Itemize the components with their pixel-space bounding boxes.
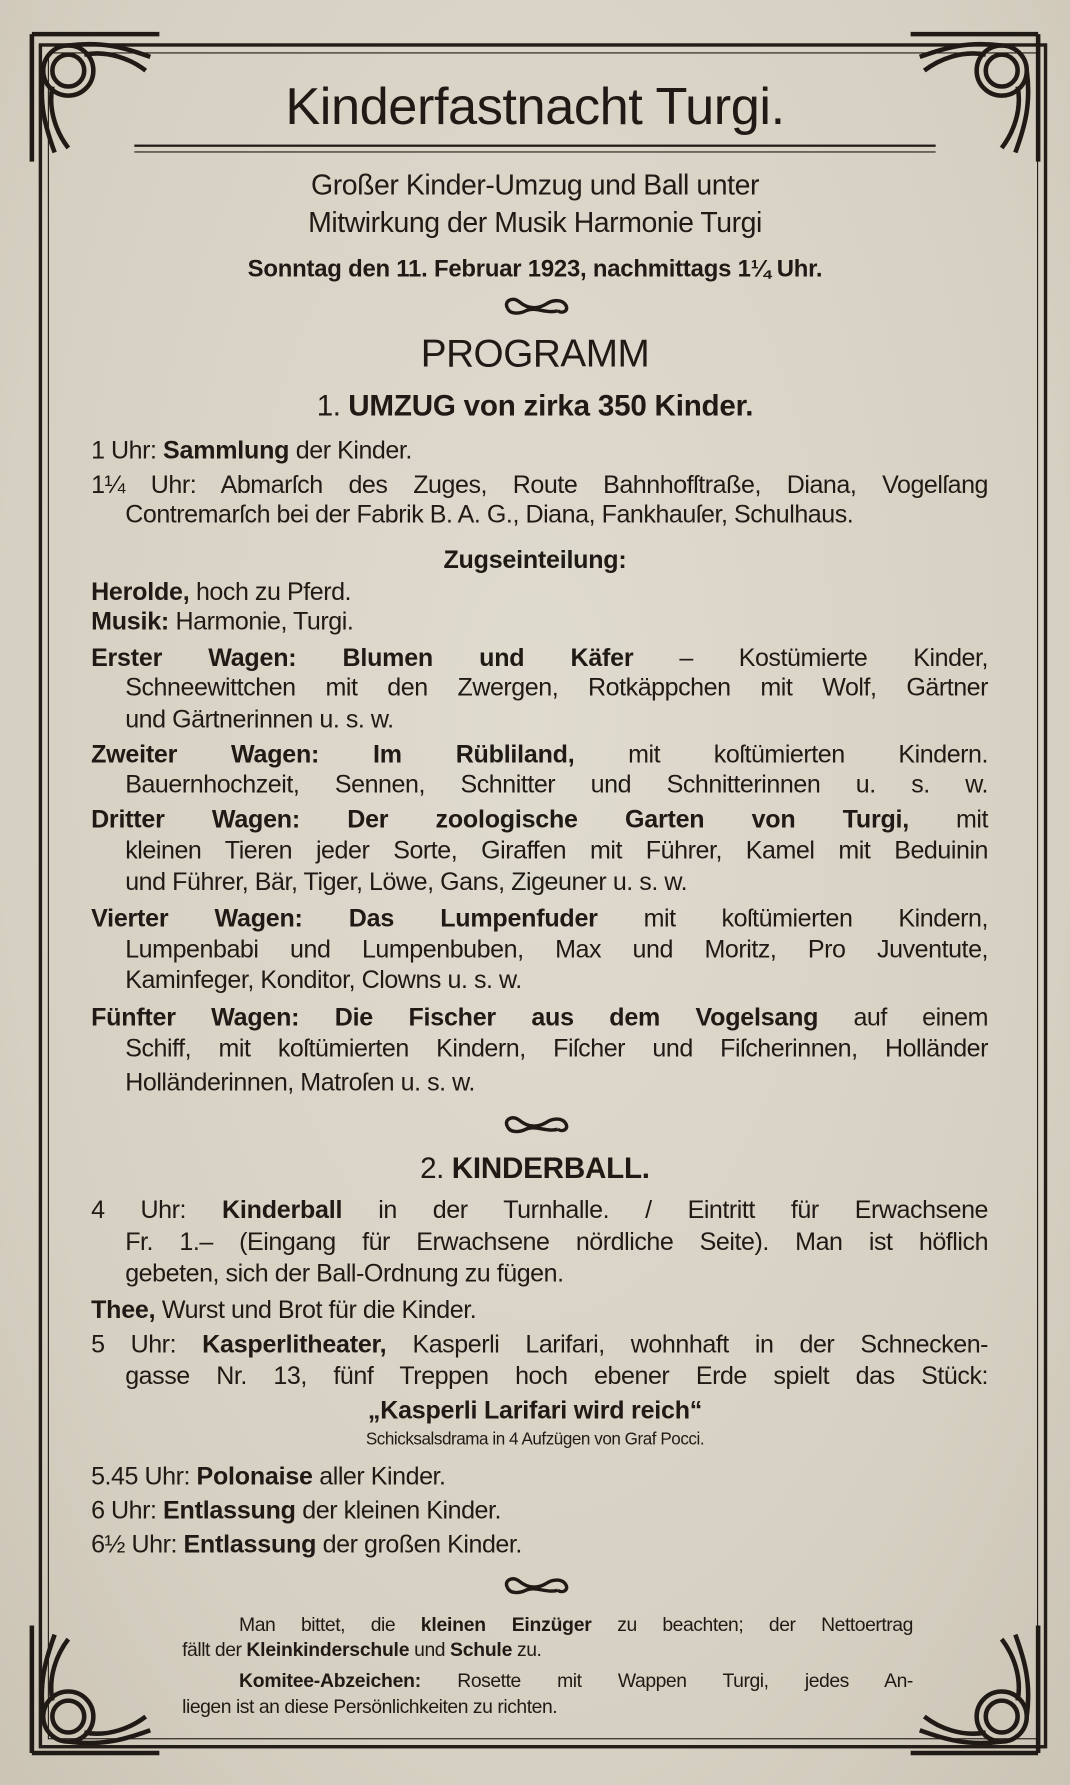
- bold-text: „Kasperli Larifari wird reich“: [367, 1395, 703, 1424]
- bold-text: Kasperlitheater,: [202, 1329, 387, 1358]
- procession-line: [125, 769, 989, 798]
- footer-note: [182, 1640, 913, 1659]
- text: 1 Uhr:: [91, 435, 164, 465]
- bold-text: UMZUG von zirka 350 Kinder.: [348, 387, 754, 422]
- text: kleinen Tieren jeder Sorte, Giraffen mit Führer, Kamel mit Beduinin: [125, 835, 989, 864]
- bold-text: Schule: [450, 1638, 513, 1661]
- text: 6½ Uhr:: [91, 1529, 184, 1559]
- text: und: [409, 1638, 451, 1661]
- procession-line: [125, 704, 988, 733]
- text: Kaminfeger, Konditor, Clowns u. s. w.: [125, 965, 522, 994]
- text: zu beachten; der Nettoertrag: [591, 1613, 913, 1636]
- text: Holländerinnen, Matroſen u. s. w.: [125, 1067, 475, 1097]
- text: mit: [909, 804, 989, 834]
- ball-line: [91, 1329, 989, 1358]
- footer-note: [182, 1697, 913, 1716]
- text: Großer Kinder-Umzug und Ball unter: [311, 169, 759, 202]
- text: Schicksalsdrama in 4 Aufzügen von Graf Pocci.: [365, 1429, 705, 1449]
- procession-line: [91, 606, 988, 636]
- bold-text: Thee,: [91, 1295, 156, 1324]
- bold-text: Entlassung: [183, 1529, 317, 1559]
- text: 6 Uhr:: [91, 1495, 164, 1525]
- procession-line: [125, 672, 989, 702]
- bold-text: Kleinkinderschule: [246, 1638, 410, 1661]
- text: der Kinder.: [289, 435, 412, 465]
- text: Contremarſch bei der Fabrik B. A. G., Diana, Fankhauſer, Schulhaus.: [125, 499, 854, 529]
- text: mit koſtümierten Kindern.: [574, 739, 989, 769]
- footer-note: [239, 1615, 913, 1634]
- footer-note: [239, 1671, 913, 1690]
- text: Mitwirkung der Musik Harmonie Turgi: [308, 207, 762, 240]
- bold-text: Polonaise: [196, 1461, 313, 1490]
- text: gebeten, sich der Ball-Ordnung zu fügen.: [125, 1258, 564, 1288]
- text: mit koſtümierten Kindern,: [597, 903, 989, 933]
- bold-text: Zugseinteilung:: [443, 545, 627, 574]
- procession-line: [125, 1033, 989, 1062]
- text: Rosette mit Wappen Turgi, jedes An-: [420, 1669, 913, 1692]
- bold-text: kleinen Einzüger: [420, 1613, 592, 1636]
- schedule-line: [125, 499, 988, 529]
- text: fällt der: [182, 1638, 247, 1661]
- bold-text: Sammlung: [163, 435, 290, 465]
- title-rule-top: [134, 145, 935, 147]
- text: – Kostümierte Kinder,: [633, 643, 989, 672]
- text: Harmonie, Turgi.: [169, 606, 354, 636]
- procession-line: [125, 867, 988, 896]
- text: Man bittet, die: [239, 1613, 421, 1636]
- bold-text: Herolde,: [91, 576, 190, 606]
- text: auf einem: [818, 1002, 989, 1032]
- title-rule-bottom: [134, 151, 935, 152]
- bold-text: Kinderball: [222, 1195, 343, 1224]
- ornament-divider-icon: [501, 293, 572, 318]
- procession-line: [91, 576, 988, 606]
- text: gasse Nr. 13, fünf Treppen hoch ebener Erde spielt das Stück:: [125, 1361, 989, 1390]
- text: und Führer, Bär, Tiger, Löwe, Gans, Zigeuner u. s. w.: [125, 867, 688, 896]
- ball-line: [125, 1226, 989, 1256]
- ball-line: [125, 1361, 989, 1390]
- text: zu.: [512, 1638, 542, 1661]
- text: Schiff, mit koſtümierten Kindern, Fiſcher und Fiſcherinnen, Holländer: [125, 1033, 989, 1062]
- text: Fr. 1.– (Eingang für Erwachsene nördliche Seite). Man ist höflich: [125, 1226, 989, 1256]
- text: hoch zu Pferd.: [189, 576, 352, 606]
- ornament-divider-icon: [501, 1572, 572, 1597]
- schedule-line: [91, 435, 988, 465]
- bold-text: Fünfter Wagen: Die Fischer aus dem Vogelsang: [91, 1002, 819, 1032]
- text: aller Kinder.: [312, 1461, 446, 1490]
- subtitle-line: [68, 169, 1001, 202]
- subtitle-line: [68, 207, 1001, 240]
- text: Wurst und Brot für die Kinder.: [155, 1295, 477, 1324]
- play-subtitle: [68, 1431, 1001, 1448]
- bold-text: KINDERBALL.: [451, 1150, 650, 1185]
- procession-line: [125, 934, 989, 963]
- text: PROGRAMM: [420, 332, 650, 376]
- text: in der Turnhalle. / Eintritt für Erwachsene: [342, 1195, 989, 1224]
- ball-line: [91, 1529, 988, 1559]
- text: Kinderfastnacht Turgi.: [285, 75, 785, 136]
- procession-line: [91, 739, 989, 769]
- date-line: [68, 258, 1001, 282]
- section-heading-kinderball: [68, 1150, 1001, 1185]
- procession-line: [91, 645, 988, 670]
- text: Schneewittchen mit den Zwergen, Rotkäppchen mit Wolf, Gärtner: [125, 672, 989, 702]
- ball-line: [125, 1258, 988, 1288]
- bold-text: Musik:: [91, 606, 170, 636]
- text: 5 Uhr:: [91, 1329, 203, 1358]
- section-heading-umzug: [68, 387, 1001, 422]
- text: 1¼ Uhr: Abmarſch des Zuges, Route Bahnhofſtraße, Diana, Vogelſang: [91, 469, 989, 499]
- title: [68, 75, 1001, 136]
- text: 5.45 Uhr:: [91, 1461, 197, 1490]
- corner-ornament-bottom-left-icon: [23, 1614, 171, 1762]
- ball-line: [91, 1295, 988, 1324]
- corner-ornament-bottom-right-icon: [899, 1614, 1047, 1762]
- bold-text: Dritter Wagen: Der zoologische Garten von Turgi,: [91, 804, 910, 834]
- bold-text: Komitee-Abzeichen:: [239, 1669, 421, 1692]
- text: Bauernhochzeit, Sennen, Schnitter und Schnitterinnen u. s. w.: [125, 769, 989, 798]
- text: Lumpenbabi und Lumpenbuben, Max und Moritz, Pro Juventute,: [125, 934, 989, 963]
- bold-text: Zweiter Wagen: Im Rübliland,: [91, 739, 575, 769]
- program-heading: [68, 332, 1001, 376]
- text: 2.: [420, 1150, 452, 1185]
- corner-ornament-top-left-icon: [23, 25, 171, 173]
- procession-line: [91, 903, 989, 933]
- ornament-divider-icon: [501, 1111, 572, 1136]
- bold-text: Sonntag den 11. Februar 1923, nachmittags 1¼ Uhr.: [247, 256, 823, 283]
- bold-text: Entlassung: [163, 1495, 296, 1525]
- text: der kleinen Kinder.: [295, 1495, 502, 1525]
- procession-line: [125, 835, 989, 864]
- text: liegen ist an diese Persönlichkeiten zu richten.: [182, 1695, 558, 1718]
- text: 1.: [316, 387, 349, 422]
- subheading-zugseinteilung: [68, 547, 1001, 572]
- ball-line: [91, 1495, 988, 1525]
- text: und Gärtnerinnen u. s. w.: [125, 704, 394, 733]
- bold-text: Erster Wagen: Blumen und Käfer: [91, 643, 634, 672]
- text: 4 Uhr:: [91, 1195, 223, 1224]
- ball-line: [91, 1461, 988, 1490]
- text: Kasperli Larifari, wohnhaft in der Schnecken-: [386, 1329, 989, 1358]
- procession-line: [125, 967, 988, 992]
- play-title: [68, 1395, 1001, 1424]
- procession-line: [91, 1002, 989, 1032]
- bold-text: Vierter Wagen: Das Lumpenfuder: [91, 903, 598, 933]
- text: der großen Kinder.: [316, 1529, 522, 1559]
- schedule-line: [91, 469, 989, 499]
- ball-line: [91, 1197, 988, 1222]
- procession-line: [91, 804, 989, 834]
- procession-line: [125, 1067, 988, 1097]
- corner-ornament-top-right-icon: [899, 25, 1047, 173]
